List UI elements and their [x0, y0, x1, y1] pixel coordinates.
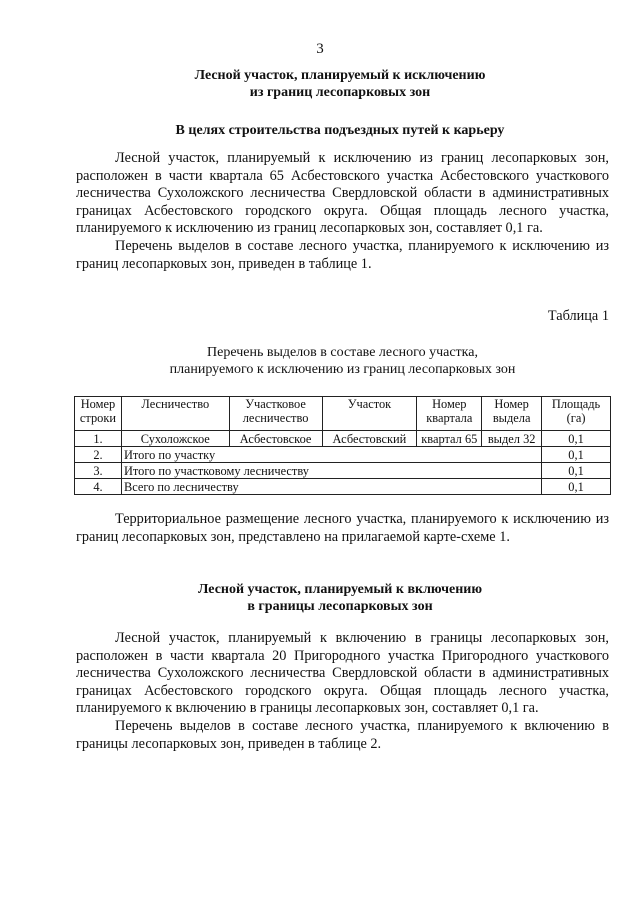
col-header-district-forestry [229, 397, 322, 431]
cell-total-label: Итого по участковому лесничеству [121, 463, 541, 479]
section1-subtitle: В целях строительства подъездных путей к карьеру [175, 123, 505, 138]
header-text: Номер [494, 397, 529, 411]
table-row [75, 431, 611, 447]
header-text: Номер [432, 397, 467, 411]
header-text: выдела [492, 411, 531, 425]
table1-label: Таблица 1 [547, 308, 609, 324]
header-text: Номер [80, 397, 116, 411]
header-text: (га) [566, 411, 586, 425]
cell-quarter: квартал 65 [417, 431, 482, 447]
cell-row-number: 4. [75, 479, 122, 495]
cell-row-number: 2. [75, 447, 122, 463]
placement-body [76, 511, 609, 546]
col-header-quarter [417, 397, 482, 431]
section2-title [60, 581, 620, 615]
table-row [75, 479, 611, 495]
cell-forestry: Сухоложское [121, 431, 229, 447]
cell-plot: Асбестовский [322, 431, 417, 447]
header-text: лесничество [242, 411, 309, 425]
cell-section: выдел 32 [482, 431, 542, 447]
section1-body [76, 150, 609, 273]
section2-title-line1: Лесной участок, планируемый к включению [197, 582, 483, 597]
table1-caption [76, 344, 609, 378]
section2-paragraph2: Перечень выделов в составе лесного участка, планируемого к включению в границы лесопарковых зон, приведен в таблице 2. [76, 717, 609, 752]
table-row [75, 463, 611, 479]
section1-paragraph1: Лесной участок, планируемый к исключению из границ лесопарковых зон, расположен в части квартала 65 Асбестовского участка Асбестовского участкового лесничества Сухоложского лесничества Свердловской области в административных границах Асбестовского городского округа. Общая площадь лесного участка, планируемого к исключению из границ лесопарковых зон, составляет 0,1 га. [76, 150, 609, 237]
cell-district-forestry: Асбестовское [229, 431, 322, 447]
table1-header-row [75, 397, 611, 431]
col-header-plot [322, 397, 417, 431]
placement-paragraph: Территориальное размещение лесного участка, планируемого к исключению из границ лесопарковых зон, представлено на прилагаемой карте-схеме 1. [76, 511, 609, 545]
header-text: строки [79, 411, 117, 425]
header-text: Площадь [551, 397, 601, 411]
cell-row-number: 1. [75, 431, 122, 447]
cell-row-number: 3. [75, 463, 122, 479]
section2-title-line2: в границы лесопарковых зон [247, 599, 433, 614]
cell-area: 0,1 [542, 447, 611, 463]
cell-area: 0,1 [542, 463, 611, 479]
col-header-row-number [75, 397, 122, 431]
table1-caption-line2: планируемого к исключению из границ лесопарковых зон [169, 362, 516, 377]
table1-caption-line1: Перечень выделов в составе лесного участка, [207, 345, 478, 360]
table1 [74, 396, 611, 495]
cell-area: 0,1 [542, 479, 611, 495]
section2-body [76, 630, 609, 753]
section1-title-line1: Лесной участок, планируемый к исключению [194, 68, 486, 83]
table-row [75, 447, 611, 463]
section1-title [60, 67, 620, 101]
col-header-forestry [121, 397, 229, 431]
header-text: квартала [426, 411, 473, 425]
cell-area: 0,1 [542, 431, 611, 447]
cell-total-label: Всего по лесничеству [121, 479, 541, 495]
section2-paragraph1: Лесной участок, планируемый к включению в границы лесопарковых зон, расположен в части квартала 20 Пригородного участка Пригородного участкового лесничества Сухоложского лесничества Свердловской области в административных границах Асбестовского городского округа. Общая площадь лесного участка, планируемого к включению в границы лесопарковых зон, составляет 0,1 га. [76, 630, 609, 717]
col-header-section [482, 397, 542, 431]
header-text: Участок [347, 397, 392, 411]
header-text: Лесничество [141, 397, 210, 411]
header-text: Участковое [245, 397, 306, 411]
col-header-area [542, 397, 611, 431]
section1-paragraph2: Перечень выделов в составе лесного участка, планируемого к исключению из границ лесопарковых зон, приведен в таблице 1. [76, 237, 609, 272]
page-number: 3 [316, 41, 324, 57]
section1-title-line2: из границ лесопарковых зон [249, 85, 431, 100]
cell-total-label: Итого по участку [121, 447, 541, 463]
